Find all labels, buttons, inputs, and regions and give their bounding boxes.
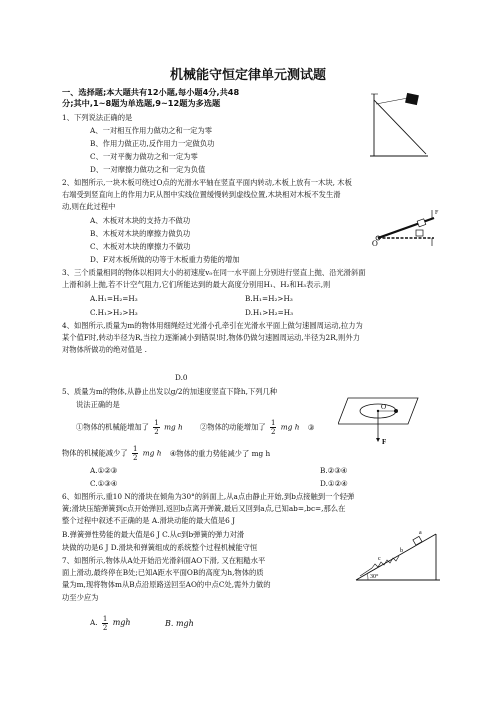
q1-option-c: C、一对平衡力做功之和一定为零 [90, 152, 198, 161]
section-heading-line-2: 分;其中,1~8题为单选题,9~12题为多选题 [62, 98, 221, 108]
q3-option-a: A.H₁=H₂=H₃ [90, 294, 138, 303]
hole-label: O [381, 403, 387, 411]
q1-option-d: D、一对摩擦力做功之和一定为负值 [90, 165, 206, 174]
q2-option-d: D、F对木板所做的功等于木板重力势能的增加 [90, 255, 240, 264]
q6-line-5: 块做的功是6 J D.滑块和弹簧组成的系统整个过程机械能守恒 [62, 543, 258, 552]
q6-line-2: 簧;滑块压缩弹簧到c点开始弹回,返回b点离开弹簧,最后又回到a点,已知ab=,bc=,那么在 [62, 504, 346, 513]
q6-line-3: 整个过程中叙述不正确的是 A.滑块动能的最大值是6 J [62, 516, 236, 525]
q5-item-1-fraction [153, 419, 159, 436]
q7-line-3: 量为m,现将物体m从B点沿原路送回至AO的中点C处,需外力做的 [62, 580, 271, 589]
q5-item-1-mgh: mg h [164, 422, 183, 432]
q4-line-3: 对物体所做功的绝对值是 . [62, 345, 147, 354]
fraction-numerator: 1 [133, 445, 138, 453]
q1-option-a: A、一对相互作用力做功之和一定为零 [90, 126, 213, 135]
q3-option-b: B.H₁=H₂>H₃ [245, 294, 293, 303]
q6-line-4: B.弹簧弹性势能的最大值是6 J C.从c到b弹簧的弹力对滑 [62, 530, 245, 539]
q2-line-1: 2、如图所示,一块木板可绕过O点的光滑水平轴在竖直平面内转动,木板上放有一木块, 木板 [62, 178, 352, 187]
q2-option-b: B、木板对木块的摩擦力做负功 [90, 229, 191, 238]
point-c-label: c [378, 556, 381, 562]
fraction-numerator: 1 [154, 419, 159, 427]
q5-item-3-text: 物体的机械能减少了 [62, 448, 128, 458]
q4-line-1: 4、如图所示,质量为m的物体用细绳经过光滑小孔牵引在光滑水平面上做匀速圆周运动,拉力为 [62, 321, 363, 330]
q5-item-2-mgh: mg h [280, 422, 300, 432]
fraction-denominator: 2 [133, 454, 138, 462]
q5-option-a: A.①②③ [90, 466, 118, 475]
q7-option-a-label: A. [90, 618, 98, 627]
q5-item-3-marker: ③ [307, 422, 315, 432]
q4-line-2: 某个值F时,转动半径为R,当拉力逐渐减小到错误!时,物体仍做匀速圆周运动,半径为2R,则外力 [62, 333, 360, 342]
q5-option-c: C.①③④ [90, 479, 118, 488]
q5-item-2-text: ②物体的动能增加了 [200, 422, 266, 432]
circular-motion-figure [338, 390, 422, 446]
q2-option-c: C、木板对木块的摩擦力不做功 [90, 242, 191, 251]
q2-line-2: 右端受到竖直向上的作用力F,从图中实线位置缓慢转到虚线位置,木块相对木板不发生滑 [62, 190, 341, 199]
q6-line-1: 6、如图所示,重10 N的滑块在倾角为30°的斜面上,从a点由静止开始,到b点接触到一个轻弹 [62, 492, 355, 501]
q5-item-4-text: ④物体的重力势能减少了 mg h [169, 448, 271, 458]
fraction-denominator: 2 [102, 623, 108, 632]
q7-option-a-expr: mgh [112, 618, 131, 627]
q3-option-d: D.H₁>H₂=H₃ [245, 308, 294, 317]
page-title: 机械能守恒定律单元测试题 [169, 68, 326, 83]
fraction-numerator: 1 [102, 614, 108, 623]
q5-item-3-mgh: mg h [142, 448, 162, 458]
fraction-numerator: 1 [271, 419, 276, 427]
fraction-denominator: 2 [271, 428, 276, 436]
board-figure [372, 208, 440, 248]
q1-stem: 1、下列说法正确的是 [62, 113, 133, 122]
q5-item-2 [200, 419, 314, 436]
q2-line-3: 动,则在此过程中 [62, 202, 116, 211]
q3-line-1: 3、三个质量相同的物体以相同大小的初速度v₀在同一水平面上分别进行竖直上抛、沿光滑斜面 [62, 268, 366, 277]
angle-label: 30° [370, 574, 379, 580]
q3-option-c: C.H₁>H₂>H₃ [90, 308, 138, 317]
q5-item-3 [62, 445, 270, 462]
q7-line-4: 功至少应为 [62, 593, 99, 602]
q4-answer: D.0 [175, 373, 188, 382]
q5-item-1-text: ①物体的机械能增加了 [76, 422, 149, 432]
q5-line-2: 说法正确的是 [76, 400, 120, 409]
q7-line-2: 面上滑动,最终停在B处;已知A距水平面OB的高度为h,物体的质 [62, 568, 264, 577]
q5-item-1 [76, 419, 183, 436]
board-pivot-label: O [372, 239, 378, 248]
q7-option-a-fraction [102, 615, 108, 632]
q3-line-2: 上滑和斜上抛,若不计空气阻力,它们所能达到的最大高度分别用H₁、H₂和H₃表示,则 [62, 280, 331, 289]
q5-line-1: 5、质量为m的物体,从静止出发以g/2的加速度竖直下降h,下列几种 [62, 387, 278, 396]
q2-option-a: A、木板对木块的支持力不做功 [90, 216, 191, 225]
q7-line-1: 7、如图所示,物体从A处开始沿光滑斜面AO下滑, 又在粗糙水平 [62, 556, 266, 565]
pull-force-label: F [382, 438, 387, 446]
spring-incline-figure [352, 520, 444, 586]
point-a-label: a [419, 530, 422, 536]
q5-item-3-fraction [132, 445, 138, 462]
q1-option-b: B、作用力做正功,反作用力一定做负功 [90, 139, 215, 148]
point-b-label: b [400, 548, 403, 554]
q7-option-b: B. mgh [165, 619, 194, 628]
fraction-denominator: 2 [154, 428, 159, 436]
q5-option-b: B.②③④ [320, 466, 348, 475]
q5-item-2-fraction [270, 419, 276, 436]
incline-figure [370, 92, 430, 160]
board-force-label: F [435, 210, 439, 216]
q5-option-d: D.①②④ [320, 479, 348, 488]
q7-option-a [90, 614, 131, 632]
section-heading-line-1: 一、选择题;本大题共有12小题,每小题4分,共48 [62, 87, 240, 97]
